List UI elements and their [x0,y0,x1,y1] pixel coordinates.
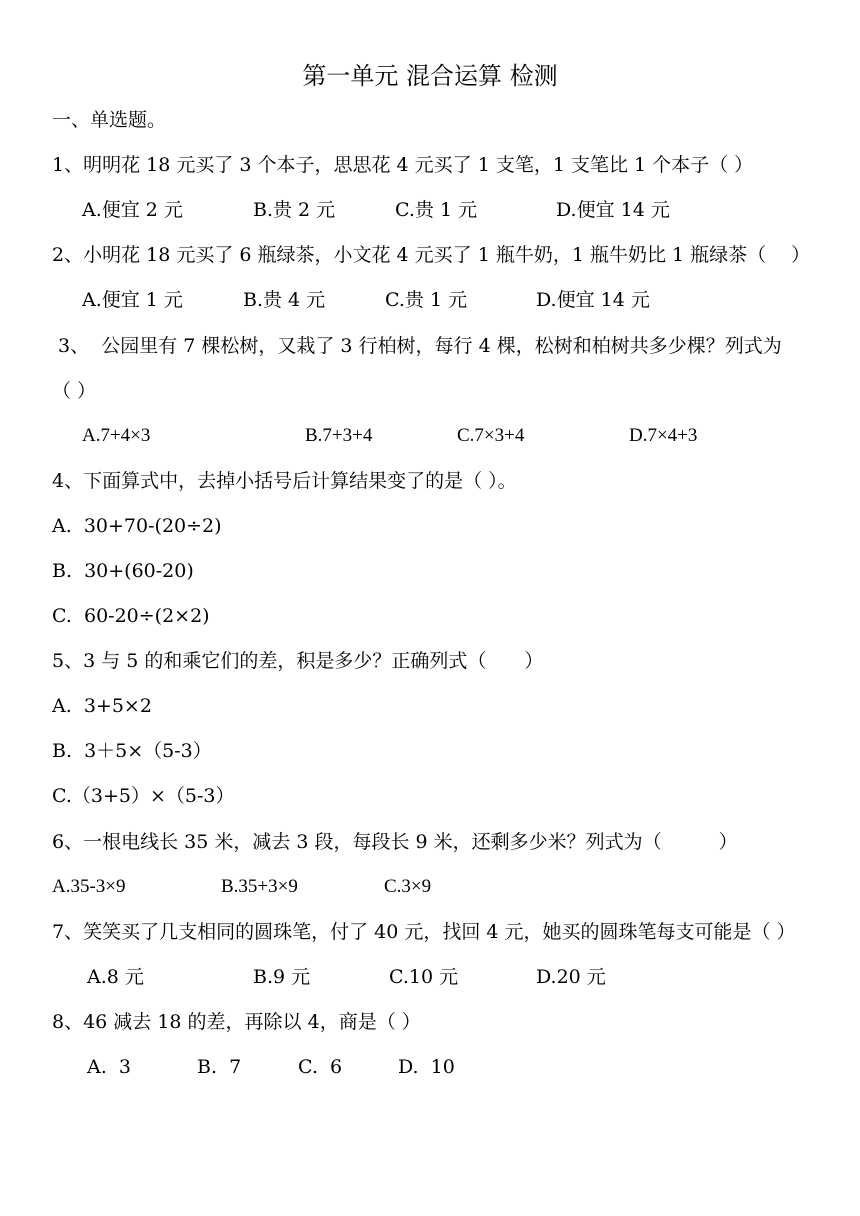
question-8-option-a[interactable]: A. 3 [87,1056,131,1078]
question-1-stem: 1、明明花 18 元买了 3 个本子，思思花 4 元买了 1 支笔，1 支笔比 1 个本子（ ） [52,154,754,176]
question-6-option-b[interactable]: B.35+3×9 [221,876,298,897]
section-heading: 一、单选题。 [52,109,167,131]
question-1-option-c[interactable]: C.贵 1 元 [395,199,478,221]
question-8-option-c[interactable]: C. 6 [298,1056,343,1078]
page-title: 第一单元 混合运算 检测 [302,62,558,90]
question-4-option-b[interactable]: B. 30+(60-20) [52,560,194,582]
question-3-option-c[interactable]: C.7×3+4 [457,425,525,446]
question-7-stem: 7、笑笑买了几支相同的圆珠笔，付了 40 元，找回 4 元，她买的圆珠笔每支可能是（ ） [52,921,796,943]
question-4-option-a[interactable]: A. 30+70-(20÷2) [52,515,222,537]
question-5-stem: 5、3 与 5 的和乘它们的差，积是多少？正确列式（ ） [52,650,544,672]
question-3-stem-continued: （ ） [52,380,97,402]
question-8-option-d[interactable]: D. 10 [398,1056,455,1078]
question-6-stem: 6、一根电线长 35 米，减去 3 段，每段长 9 米，还剩多少米？列式为（ ） [52,831,738,853]
question-2-stem: 2、小明花 18 元买了 6 瓶绿茶，小文花 4 元买了 1 瓶牛奶，1 瓶牛奶比 1 瓶绿茶（ ） [52,244,811,266]
question-5-option-b[interactable]: B. 3＋5×（5-3） [52,740,212,762]
question-7-option-b[interactable]: B.9 元 [253,966,311,988]
question-5-option-c[interactable]: C.（3+5）×（5-3） [52,785,235,807]
question-2-option-d[interactable]: D.便宜 14 元 [536,289,650,311]
question-3-option-a[interactable]: A.7+4×3 [82,425,151,446]
question-3-option-b[interactable]: B.7+3+4 [305,425,373,446]
question-7-option-c[interactable]: C.10 元 [389,966,459,988]
question-2-option-b[interactable]: B.贵 4 元 [243,289,326,311]
question-3-option-d[interactable]: D.7×4+3 [629,425,698,446]
question-8-stem: 8、46 减去 18 的差，再除以 4，商是（ ） [52,1011,421,1033]
question-1-option-d[interactable]: D.便宜 14 元 [556,199,670,221]
question-6-option-a[interactable]: A.35-3×9 [52,876,126,897]
question-2-option-c[interactable]: C.贵 1 元 [385,289,468,311]
question-4-stem: 4、下面算式中，去掉小括号后计算结果变了的是（ ）。 [52,470,517,492]
question-7-option-d[interactable]: D.20 元 [536,966,606,988]
question-8-option-b[interactable]: B. 7 [197,1056,242,1078]
question-6-option-c[interactable]: C.3×9 [384,876,432,897]
question-1-option-a[interactable]: A.便宜 2 元 [82,199,183,221]
question-3-stem: 3、 公园里有 7 棵松树，又栽了 3 行柏树，每行 4 棵，松树和柏树共多少棵？列式为 [52,335,782,357]
question-5-option-a[interactable]: A. 3+5×2 [52,695,152,717]
question-1-option-b[interactable]: B.贵 2 元 [253,199,336,221]
question-4-option-c[interactable]: C. 60-20÷(2×2) [52,605,210,627]
question-7-option-a[interactable]: A.8 元 [87,966,144,988]
question-2-option-a[interactable]: A.便宜 1 元 [82,289,183,311]
